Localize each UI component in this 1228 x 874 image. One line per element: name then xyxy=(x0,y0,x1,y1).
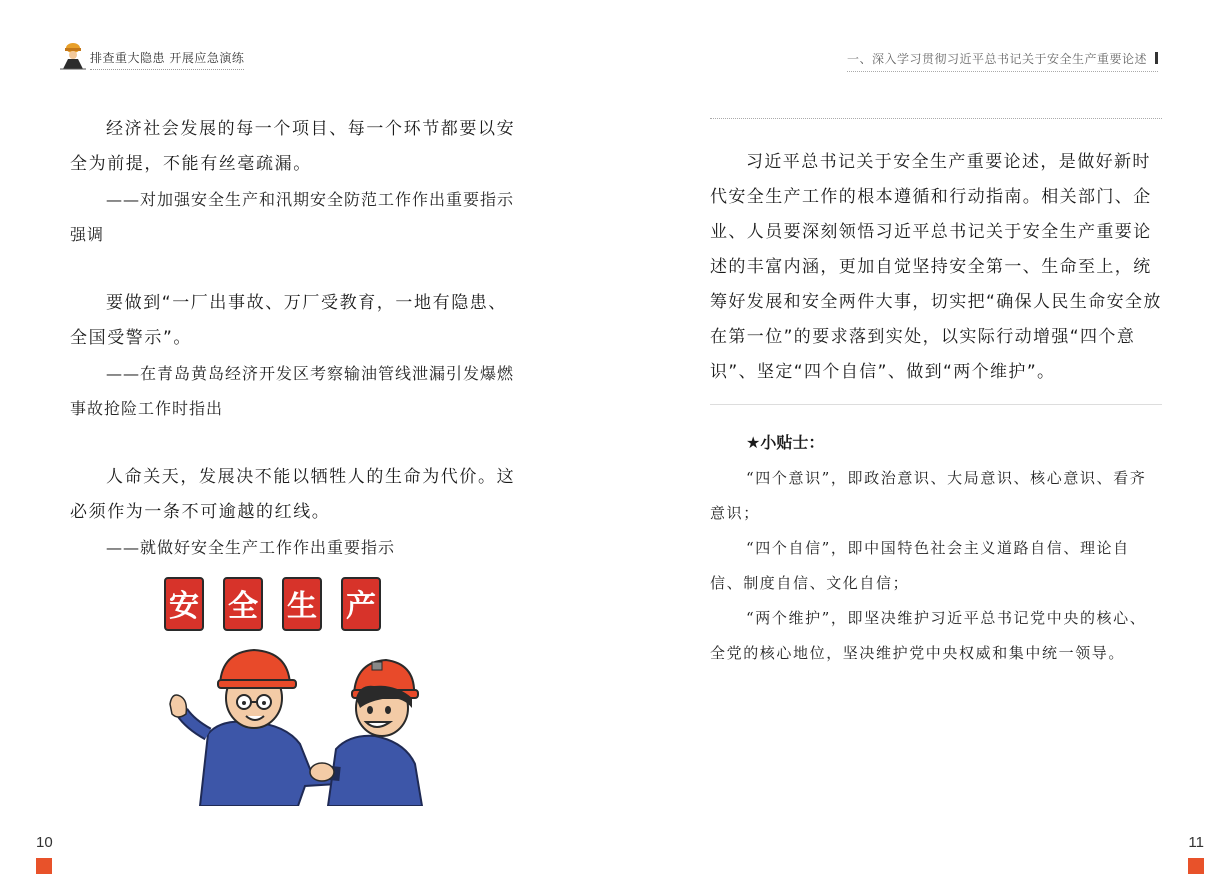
tips-title: ★小贴士： xyxy=(746,433,825,452)
page-accent-left xyxy=(36,858,52,874)
page-number-right: 11 xyxy=(1188,834,1204,851)
quotes-column xyxy=(70,112,525,565)
sign-char-4: 产 xyxy=(346,589,376,624)
section-title: 一、深入学习贯彻习近平总书记关于安全生产重要论述 xyxy=(846,52,1147,66)
sign-char-3: 生 xyxy=(287,589,317,624)
header-title: 排查重大隐患 开展应急演练 xyxy=(90,49,244,70)
page-accent-right xyxy=(1188,858,1204,874)
tip-two-safeguards: “两个维护”，即坚决维护习近平总书记党中央的核心、全党的核心地位，坚决维护党中央权威和集中统一领导。 xyxy=(710,609,1147,662)
page-number-left: 10 xyxy=(36,834,53,851)
quote-3-text: 人命关天，发展决不能以牺牲人的生命为代价。这必须作为一条不可逾越的红线。 xyxy=(70,467,516,522)
quote-1-text: 经济社会发展的每一个项目、每一个环节都要以安全为前提，不能有丝毫疏漏。 xyxy=(70,119,516,174)
worker-logo-icon xyxy=(60,40,86,70)
quote-1-source: ——对加强安全生产和汛期安全防范工作作出重要指示强调 xyxy=(70,190,515,244)
running-header-right xyxy=(847,50,1158,72)
divider-dotted xyxy=(710,118,1162,119)
quote-2-text: 要做到“一厂出事故、万厂受教育，一地有隐患、全国受警示”。 xyxy=(70,293,508,348)
body-paragraph: 习近平总书记关于安全生产重要论述，是做好新时代安全生产工作的根本遵循和行动指南。相关部门、企业、人员要深刻领悟习近平总书记关于安全生产重要论述的丰富内涵，更加自觉坚持安全第一、生命至上，统筹好发展和安全两件大事，切实把“确保人民生命安全放在第一位”的要求落到实处，以实际行动增强“四个意识”、坚定“四个自信”、做到“两个维护”。 xyxy=(710,152,1162,382)
safety-sign xyxy=(165,578,380,630)
header-bar-icon xyxy=(1155,52,1158,64)
right-page xyxy=(614,0,1228,874)
running-header-left xyxy=(60,40,244,70)
worker-left xyxy=(170,650,338,806)
divider-solid xyxy=(710,404,1162,405)
quote-3-source: ——就做好安全生产工作作出重要指示 xyxy=(106,538,396,557)
tip-four-consciousness: “四个意识”，即政治意识、大局意识、核心意识、看齐意识； xyxy=(710,469,1147,522)
sign-char-1: 安 xyxy=(169,589,199,624)
quote-2-source: ——在青岛黄岛经济开发区考察输油管线泄漏引发爆燃事故抢险工作时指出 xyxy=(70,364,515,418)
tip-four-confidences: “四个自信”，即中国特色社会主义道路自信、理论自信、制度自信、文化自信； xyxy=(710,539,1130,592)
body-column xyxy=(710,118,1162,671)
safety-illustration xyxy=(160,574,430,806)
sign-char-2: 全 xyxy=(228,589,258,624)
